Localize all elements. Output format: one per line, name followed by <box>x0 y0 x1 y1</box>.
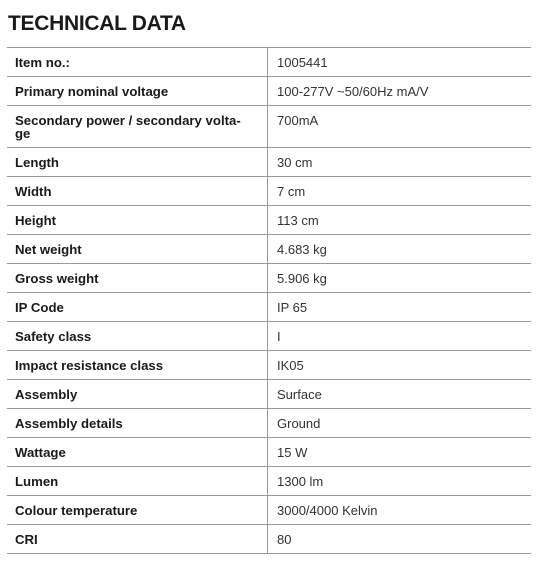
row-label: Length <box>7 148 268 176</box>
row-label: Gross weight <box>7 264 268 292</box>
row-value: 1300 lm <box>277 474 324 489</box>
row-label: Width <box>7 177 268 205</box>
row-value: IP 65 <box>277 300 308 315</box>
row-value: 5.906 kg <box>277 271 327 286</box>
table-row-item-no <box>7 48 531 77</box>
row-label: Net weight <box>7 235 268 263</box>
table-row-gross-weight <box>7 264 531 293</box>
row-value: 1005441 <box>277 55 328 70</box>
row-value: IK05 <box>277 358 304 373</box>
table-row-assembly <box>7 380 531 409</box>
table-row-secondary-power <box>7 106 531 148</box>
row-label: Safety class <box>7 322 268 350</box>
table-row-wattage <box>7 438 531 467</box>
row-value: 3000/4000 Kelvin <box>277 503 378 518</box>
row-value: 80 <box>277 532 292 547</box>
row-label: Assembly <box>7 380 268 408</box>
table-row-colour-temperature <box>7 496 531 525</box>
row-value: 100-277V ~50/60Hz mA/V <box>277 84 429 99</box>
table-row-impact-resistance <box>7 351 531 380</box>
row-label: CRI <box>7 525 268 553</box>
row-label: Colour temperature <box>7 496 268 524</box>
row-value: 113 cm <box>277 213 319 228</box>
row-label-text: Secondary power / secondary volta- ge <box>15 113 241 141</box>
table-row-net-weight <box>7 235 531 264</box>
row-label: Impact resistance class <box>7 351 268 379</box>
row-label: Lumen <box>7 467 268 495</box>
row-label: Height <box>7 206 268 234</box>
row-value: 4.683 kg <box>277 242 327 257</box>
table-row-height <box>7 206 531 235</box>
table-row-cri <box>7 525 531 554</box>
table-row-assembly-details <box>7 409 531 438</box>
row-label: Wattage <box>7 438 268 466</box>
row-value: 7 cm <box>277 184 306 199</box>
table-row-lumen <box>7 467 531 496</box>
row-value: 15 W <box>277 445 308 460</box>
table-row-ip-code <box>7 293 531 322</box>
row-value: 30 cm <box>277 155 313 170</box>
page-title: TECHNICAL DATA <box>8 12 186 35</box>
row-label <box>7 106 268 147</box>
row-value: Surface <box>277 387 322 402</box>
row-label: Assembly details <box>7 409 268 437</box>
row-value: 700mA <box>277 113 319 128</box>
technical-data-table <box>7 47 531 554</box>
row-label: IP Code <box>7 293 268 321</box>
row-label: Item no.: <box>7 48 268 76</box>
row-value: I <box>277 329 281 344</box>
row-label: Primary nominal voltage <box>7 77 268 105</box>
table-row-safety-class <box>7 322 531 351</box>
table-row-width <box>7 177 531 206</box>
table-row-primary-voltage <box>7 77 531 106</box>
table-row-length <box>7 148 531 177</box>
row-value: Ground <box>277 416 321 431</box>
